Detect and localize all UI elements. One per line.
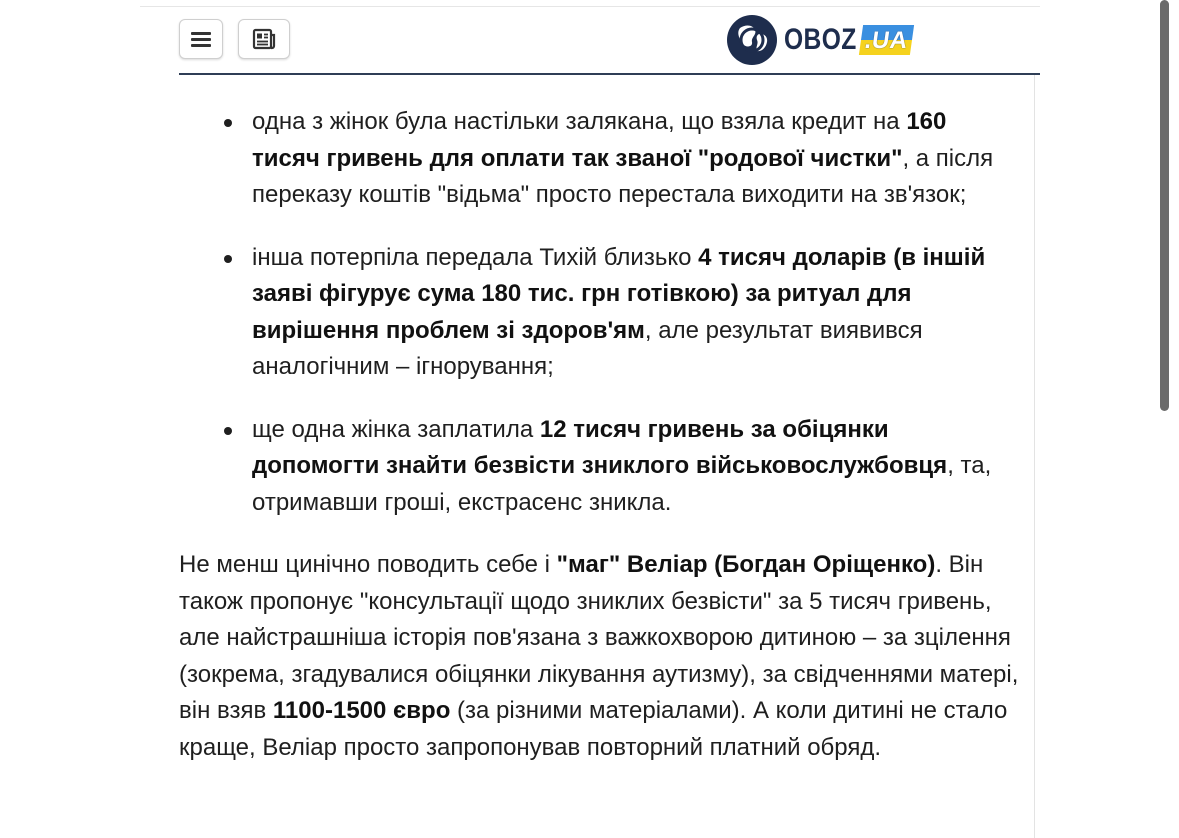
text-segment: Не менш цинічно поводить себе і <box>179 551 557 578</box>
article-body <box>179 104 1019 766</box>
bold-text: 12 тисяч гривень за обіцянки допомогти знайти безвісти зниклого військовослужбовця <box>252 415 948 479</box>
news-feed-button[interactable] <box>238 19 290 59</box>
hamburger-menu-icon <box>191 29 211 50</box>
list-item <box>179 104 1019 214</box>
newspaper-icon <box>252 27 276 51</box>
list-item <box>179 240 1019 386</box>
text-segment: , але результат виявився аналогічним – ігнорування; <box>252 316 923 380</box>
header-divider <box>179 73 1040 75</box>
text-segment: ще одна жінка заплатила <box>252 415 540 443</box>
menu-button[interactable] <box>179 19 223 59</box>
victims-list <box>179 104 1019 521</box>
bold-text: 160 тисяч гривень для оплати так званої "родової чистки" <box>252 108 947 172</box>
text-segment: , а після переказу коштів "відьма" просто перестала виходити на зв'язок; <box>252 144 994 208</box>
logo-text-suffix: .UA <box>859 25 914 55</box>
text-segment: . Він також пропонує "консультації щодо зниклих безвісти" за 5 тисяч гривень, але найстрашніша історія пов'язана з важкохворою дитиною – за зцілення (зокрема, згадувалися обіцянки лікування аутизму), за свідченнями матері, він взяв <box>179 551 1019 724</box>
logo-text-main: OBOZ <box>784 23 857 56</box>
bold-text: "маг" Веліар (Богдан Оріщенко) <box>556 551 936 578</box>
globe-icon <box>726 14 778 66</box>
content-right-border <box>1034 75 1035 838</box>
scrollbar-thumb[interactable] <box>1160 0 1169 411</box>
text-segment: (за різними матеріалами). А коли дитині не стало краще, Веліар просто запропонував повторний платний обряд. <box>179 697 1008 761</box>
bold-text: 4 тисяч доларів (в іншій заяві фігурує сума 180 тис. грн готівкою) за ритуал для вирішення проблем зі здоров'ям <box>252 243 986 344</box>
article-paragraph <box>179 547 1019 766</box>
site-header <box>179 8 1040 74</box>
text-segment: одна з жінок була настільки залякана, що взяла кредит на <box>252 108 907 135</box>
text-segment: інша потерпіла передала Тихій близько <box>252 243 699 271</box>
text-segment: , та, отримавши гроші, екстрасенс зникла. <box>252 452 992 516</box>
list-item <box>179 412 1019 522</box>
bold-text: 1100-1500 євро <box>272 697 451 724</box>
top-divider <box>140 6 1040 7</box>
site-logo[interactable] <box>726 12 912 68</box>
logo-wordmark <box>784 23 912 57</box>
